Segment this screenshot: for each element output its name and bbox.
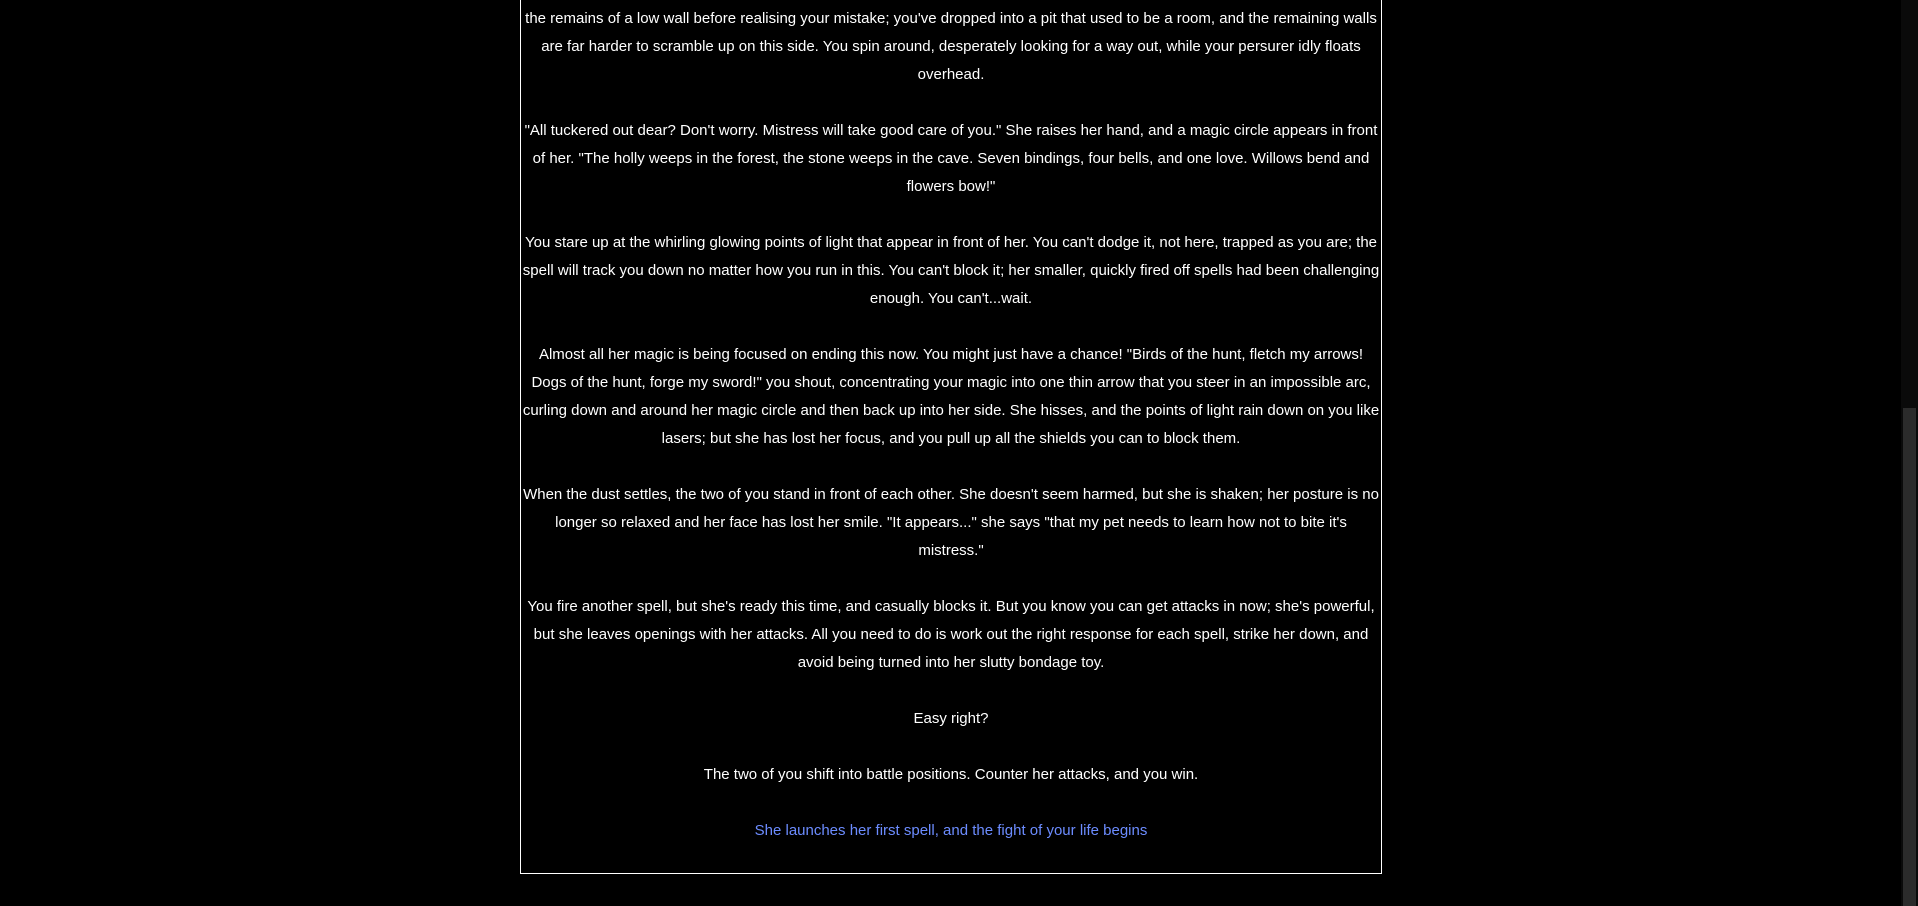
story-paragraph: When the dust settles, the two of you stand in front of each other. She doesn't seem harmed, but she is shaken; her posture is no longer so relaxed and her face has lost her smile. "It appears..." she says "that my pet needs to learn how not to bite it's mistress." bbox=[523, 486, 1379, 559]
continue-story-link[interactable]: She launches her first spell, and the fight of your life begins bbox=[754, 822, 1148, 839]
story-paragraph: You fire another spell, but she's ready this time, and casually blocks it. But you know you can get attacks in now; she's powerful, but she leaves openings with her attacks. All you need to do is work out the right response for each spell, strike her down, and avoid being turned into her slutty bondage toy. bbox=[527, 598, 1375, 671]
scrollbar-thumb[interactable] bbox=[1903, 408, 1916, 906]
story-paragraph: The two of you shift into battle positions. Counter her attacks, and you win. bbox=[703, 766, 1199, 783]
story-paragraph: Easy right? bbox=[913, 710, 989, 727]
story-paragraph: You stare up at the whirling glowing points of light that appear in front of her. You can't dodge it, not here, trapped as you are; the spell will track you down no matter how you run in this. You can't block it; her smaller, quickly fired off spells had been challenging enough. You can't...wait. bbox=[522, 234, 1380, 307]
story-paragraph: "All tuckered out dear? Don't worry. Mistress will take good care of you." She raises her hand, and a magic circle appears in front of her. "The holly weeps in the forest, the stone weeps in the cave. Seven bindings, four bells, and one love. Willows bend and flowers bow!" bbox=[524, 122, 1378, 195]
story-paragraph: the remains of a low wall before realising your mistake; you've dropped into a pit that used to be a room, and the remaining walls are far harder to scramble up on this side. You spin around, desperately looking for a way out, while your persurer idly floats overhead. bbox=[525, 10, 1377, 83]
story-paragraph: Almost all her magic is being focused on ending this now. You might just have a chance! "Birds of the hunt, fletch my arrows! Dogs of the hunt, forge my sword!" you shout, concentrating your magic into one thin arrow that you steer in an impossible arc, curling down and around her magic circle and then back up into her side. She hisses, and the points of light rain down on you like lasers; but she has lost her focus, and you pull up all the shields you can to block them. bbox=[522, 346, 1380, 447]
story-link-row bbox=[521, 817, 1381, 845]
vertical-scrollbar[interactable] bbox=[1901, 0, 1918, 906]
story-container bbox=[520, 0, 1382, 874]
story-passage bbox=[521, 0, 1381, 873]
